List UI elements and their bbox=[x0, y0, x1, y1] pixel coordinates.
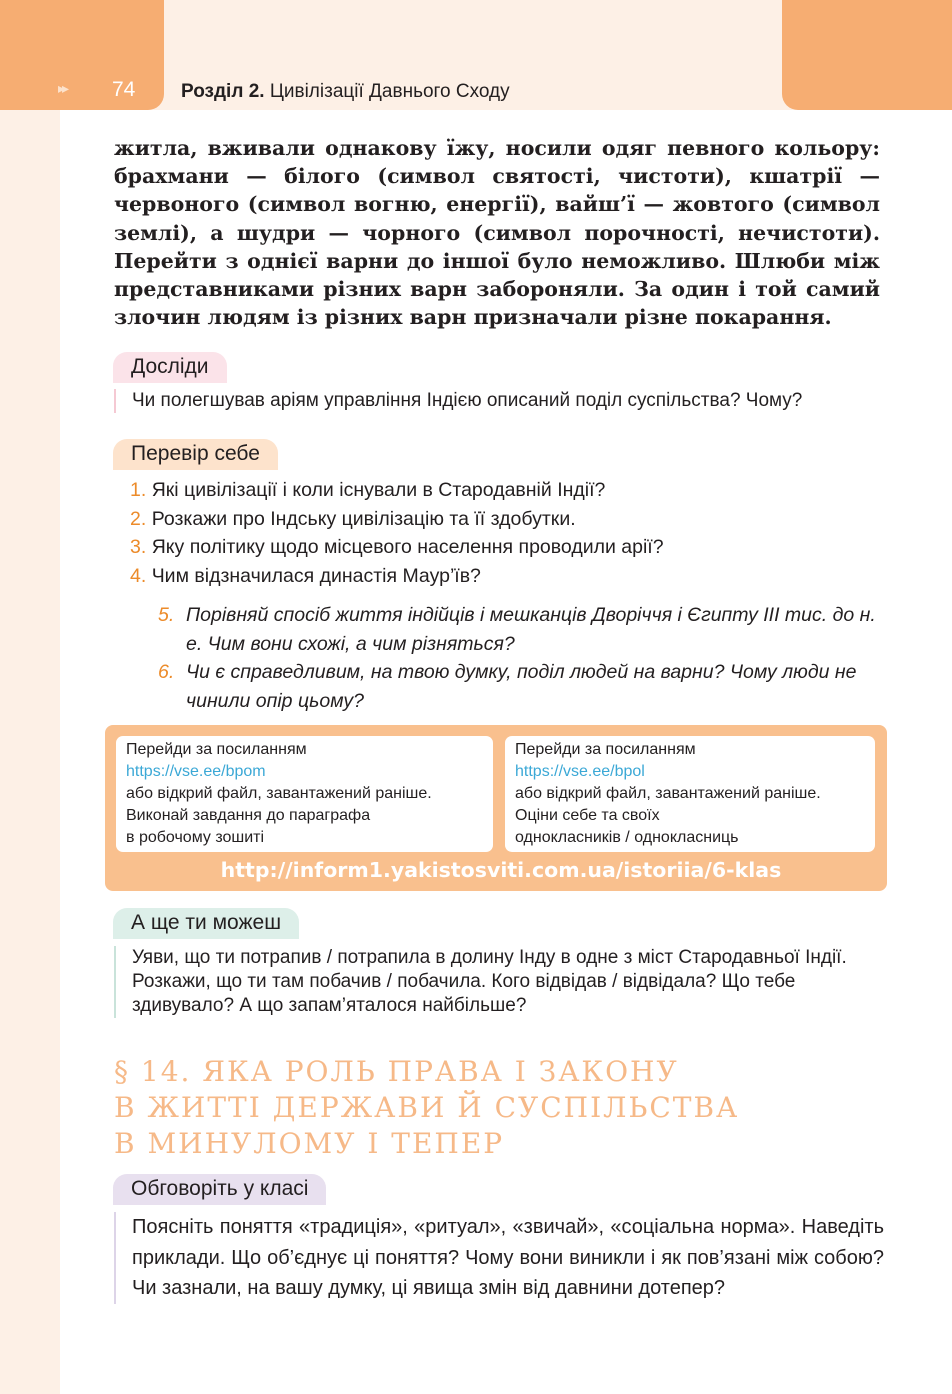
link-intro: Перейди за посиланням bbox=[126, 741, 307, 758]
page-arrows-icon: ▸▸ bbox=[58, 80, 67, 96]
corner-tab bbox=[782, 0, 952, 110]
discuss-text: Поясніть поняття «традиція», «ритуал», «звичай», «соціальна норма». Наведіть приклади. Що об’єднує ці поняття? Чому вони виникли і як пов’язані між собою? Чи зазнали, на вашу думку, ці явища змін від давнини дотепер? bbox=[114, 1212, 884, 1304]
discuss-label: Обговоріть у класі bbox=[113, 1174, 326, 1205]
link-text: в робочому зошиті bbox=[126, 829, 265, 846]
section-title-line: В ЖИТТІ ДЕРЖАВИ Й СУСПІЛЬСТВА bbox=[114, 1091, 740, 1124]
list-item: 2. Розкажи про Індську цивілізацію та її здобутки. bbox=[130, 507, 576, 530]
running-head bbox=[181, 81, 510, 103]
link-card-left bbox=[116, 736, 493, 852]
link-url[interactable]: https://vse.ee/bpom bbox=[126, 763, 266, 780]
list-item: 1. Які цивілізації і коли існували в Стародавній Індії? bbox=[130, 479, 606, 501]
link-text: однокласників / однокласниць bbox=[515, 829, 739, 846]
section-title bbox=[114, 1054, 894, 1162]
list-item: 3. Яку політику щодо місцевого населення проводили арії? bbox=[130, 536, 664, 558]
list-item: 4. Чим відзначилася династія Маур’їв? bbox=[130, 564, 481, 587]
link-text: або відкрий файл, завантажений раніше. bbox=[126, 785, 432, 802]
link-text: Оціни себе та своїх bbox=[515, 807, 660, 824]
advanced-questions bbox=[158, 601, 880, 715]
left-margin-strip bbox=[0, 0, 60, 1394]
investigate-question: Чи полегшував аріям управління Індією описаний поділ суспільства? Чому? bbox=[114, 389, 889, 413]
investigate-label: Досліди bbox=[113, 352, 227, 383]
list-item: 6. Чи є справедливим, на твою думку, поділ людей на варни? Чому люди не чинили опір цьому? bbox=[158, 661, 857, 712]
list-item: 5. Порівняй спосіб життя індійців і мешканців Дворіччя і Єгипту ІІІ тис. до н. е. Чим вони схожі, а чим різняться? bbox=[158, 604, 876, 655]
chapter-label: Розділ 2. bbox=[181, 81, 265, 102]
link-text: або відкрий файл, завантажений раніше. bbox=[515, 785, 821, 802]
self-check-list bbox=[130, 476, 664, 590]
self-check-label: Перевір себе bbox=[113, 439, 278, 470]
you-can-text: Уяви, що ти потрапив / потрапила в долину Інду в одне з міст Стародавньої Індії. Розкажи, що ти там побачив / побачила. Кого відвідав / відвідала? Що тебе здивувало? А що запам’яталося найбільше? bbox=[114, 946, 882, 1018]
body-paragraph: житла, вживали однакову їжу, носили одяг певного кольору: брахмани — білого (символ святості, чистоти), кшатрії — червоного (символ вогню, енергії), вайш’ї — жовтого (символ землі), а шудри — чорного (символ порочності, нечистоти). Перейти з однієї варни до іншої було неможливо. Шлюби між представниками різних варн забороняли. За один і той самий злочин людям із різних варн призначали різне покарання. bbox=[114, 136, 880, 330]
section-title-line: § 14. ЯКА РОЛЬ ПРАВА І ЗАКОНУ bbox=[114, 1055, 679, 1088]
section-title-line: В МИНУЛОМУ І ТЕПЕР bbox=[114, 1127, 505, 1160]
link-card-right bbox=[505, 736, 875, 852]
link-text: Виконай завдання до параграфа bbox=[126, 807, 371, 824]
chapter-title: Цивілізації Давнього Сходу bbox=[269, 81, 510, 102]
site-url[interactable]: http://inform1.yakistosviti.com.ua/istoriia/6-klas bbox=[220, 858, 782, 882]
link-intro: Перейди за посиланням bbox=[515, 741, 696, 758]
link-url[interactable]: https://vse.ee/bpol bbox=[515, 763, 645, 780]
page-number-tab bbox=[0, 0, 164, 110]
page-number: 74 bbox=[112, 78, 136, 101]
you-can-label: А ще ти можеш bbox=[113, 908, 299, 939]
